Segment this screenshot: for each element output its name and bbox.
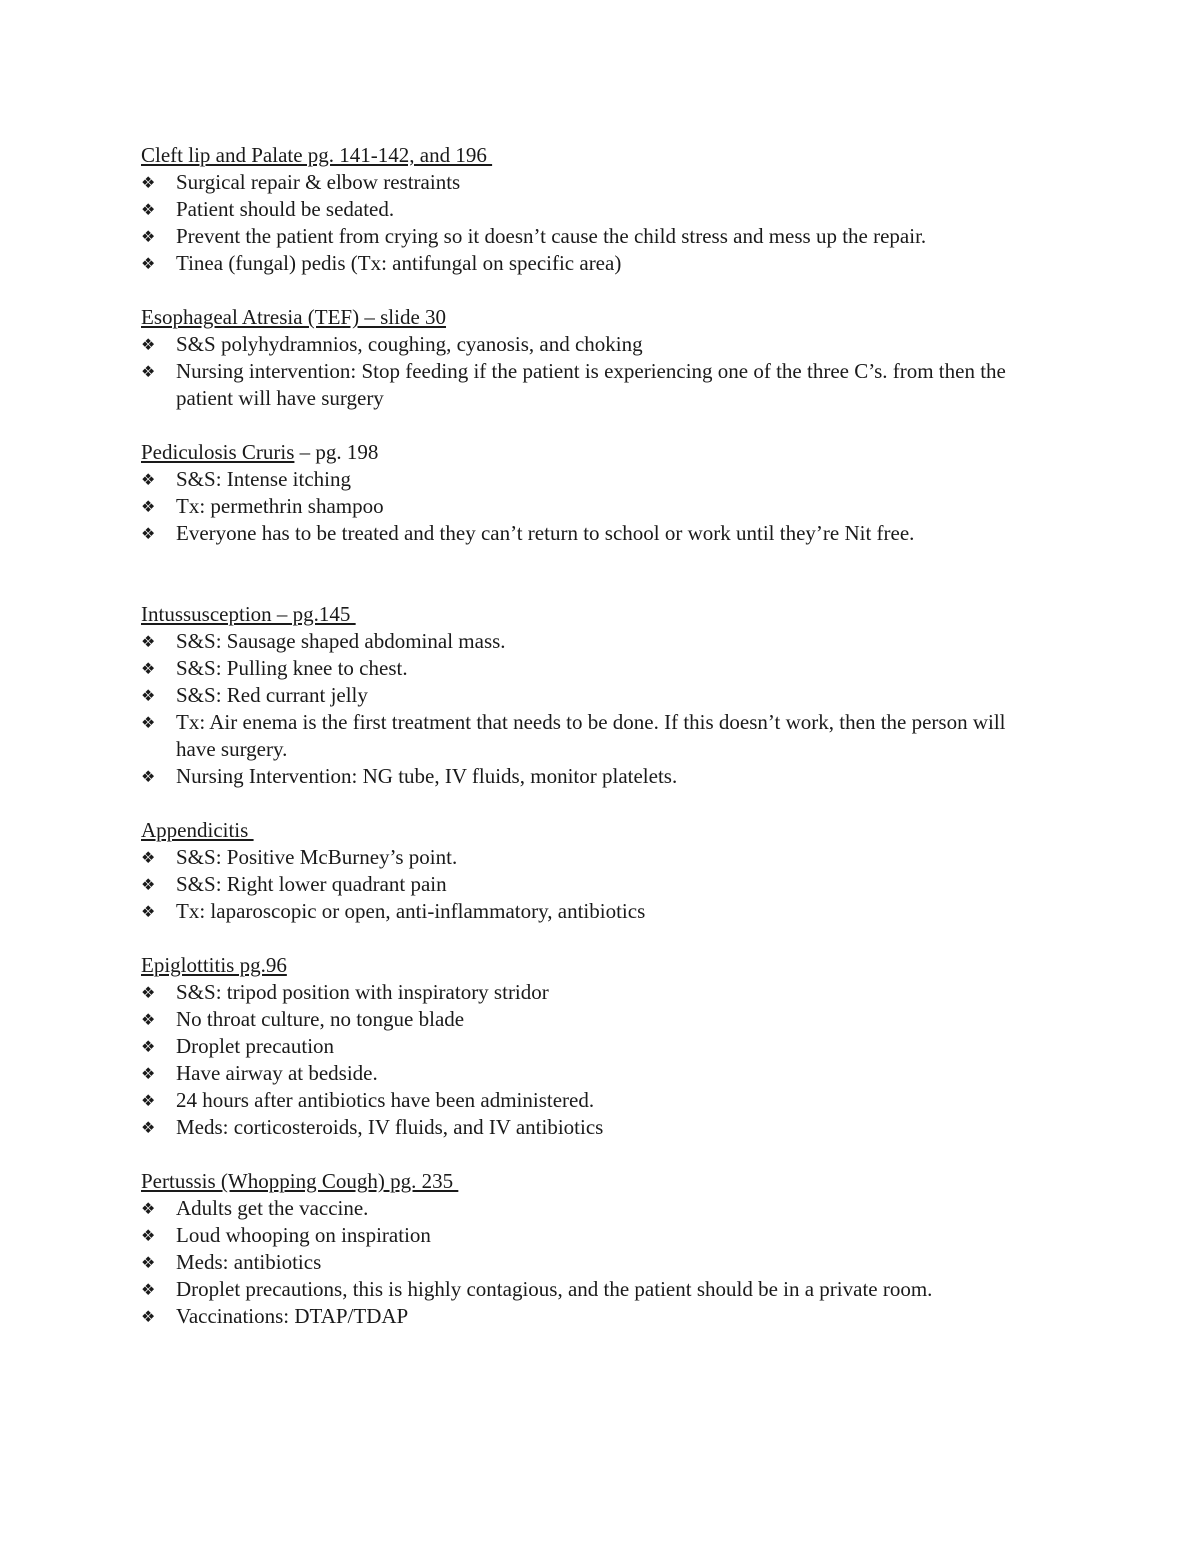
bullet-icon: ❖ [141, 1010, 156, 1029]
bullet-list [141, 169, 1041, 277]
bullet-icon: ❖ [141, 254, 156, 273]
list-item [141, 358, 1041, 412]
bullet-list [141, 1195, 1041, 1330]
list-item-text: Loud whooping on inspiration [176, 1223, 431, 1247]
list-item [141, 250, 1041, 277]
list-item [141, 682, 1041, 709]
section-heading [141, 601, 1041, 628]
list-item [141, 1087, 1041, 1114]
list-item-text: S&S: tripod position with inspiratory stridor [176, 980, 549, 1004]
bullet-icon: ❖ [141, 713, 156, 732]
list-item-text: Tx: permethrin shampoo [176, 494, 384, 518]
list-item [141, 763, 1041, 790]
section-spacer [141, 547, 1041, 601]
bullet-icon: ❖ [141, 335, 156, 354]
list-item [141, 1060, 1041, 1087]
bullet-icon: ❖ [141, 173, 156, 192]
bullet-icon: ❖ [141, 1226, 156, 1245]
section-spacer [141, 277, 1041, 304]
list-item [141, 466, 1041, 493]
list-item [141, 493, 1041, 520]
bullet-icon: ❖ [141, 1118, 156, 1137]
list-item [141, 520, 1041, 547]
list-item-text: Droplet precaution [176, 1034, 335, 1058]
section-heading-text: Pertussis (Whopping Cough) pg. 235 [141, 1169, 459, 1193]
list-item-text: Adults get the vaccine. [176, 1196, 369, 1220]
bullet-icon: ❖ [141, 470, 156, 489]
section-appendicitis [141, 817, 1041, 925]
bullet-icon: ❖ [141, 524, 156, 543]
list-item [141, 1276, 1041, 1303]
list-item-text: Vaccinations: DTAP/TDAP [176, 1304, 409, 1328]
list-item-text: S&S polyhydramnios, coughing, cyanosis, and choking [176, 332, 643, 356]
list-item [141, 1195, 1041, 1222]
list-item [141, 196, 1041, 223]
list-item-text: 24 hours after antibiotics have been administered. [176, 1088, 595, 1112]
section-pertussis [141, 1168, 1041, 1330]
bullet-icon: ❖ [141, 632, 156, 651]
section-heading [141, 1168, 1041, 1195]
bullet-icon: ❖ [141, 767, 156, 786]
section-heading-text: Epiglottitis pg.96 [141, 953, 287, 977]
section-heading [141, 304, 1041, 331]
section-heading-text: Cleft lip and Palate pg. 141-142, and 196 [141, 143, 493, 167]
bullet-icon: ❖ [141, 848, 156, 867]
section-heading [141, 439, 1041, 466]
list-item [141, 169, 1041, 196]
bullet-icon: ❖ [141, 1280, 156, 1299]
list-item-text: Nursing Intervention: NG tube, IV fluids, monitor platelets. [176, 764, 678, 788]
section-esophageal-atresia [141, 304, 1041, 412]
list-item-text: Tinea (fungal) pedis (Tx: antifungal on specific area) [176, 251, 622, 275]
list-item-text: Everyone has to be treated and they can’t return to school or work until they’re Nit free. [176, 521, 915, 545]
list-item-text: S&S: Intense itching [176, 467, 351, 491]
section-intussusception [141, 601, 1041, 790]
section-heading-text: Intussusception – pg.145 [141, 602, 356, 626]
list-item-text: Have airway at bedside. [176, 1061, 378, 1085]
list-item-text: Patient should be sedated. [176, 197, 395, 221]
bullet-icon: ❖ [141, 1091, 156, 1110]
bullet-icon: ❖ [141, 875, 156, 894]
bullet-icon: ❖ [141, 659, 156, 678]
section-heading-suffix: – pg. 198 [294, 440, 379, 464]
bullet-icon: ❖ [141, 497, 156, 516]
section-epiglottitis [141, 952, 1041, 1141]
list-item-text: Tx: Air enema is the first treatment that needs to be done. If this doesn’t work, then the person will have surgery. [176, 710, 1006, 761]
section-heading-text: Esophageal Atresia (TEF) – slide 30 [141, 305, 447, 329]
section-heading-text: Pediculosis Cruris [141, 440, 295, 464]
list-item [141, 655, 1041, 682]
section-spacer [141, 925, 1041, 952]
list-item-text: Nursing intervention: Stop feeding if the patient is experiencing one of the three C’s. from then the patient will have surgery [176, 359, 1006, 410]
bullet-icon: ❖ [141, 983, 156, 1002]
section-heading [141, 817, 1041, 844]
list-item-text: Meds: antibiotics [176, 1250, 322, 1274]
list-item [141, 1033, 1041, 1060]
list-item-text: S&S: Sausage shaped abdominal mass. [176, 629, 506, 653]
bullet-list [141, 331, 1041, 412]
bullet-icon: ❖ [141, 1307, 156, 1326]
list-item [141, 1222, 1041, 1249]
section-heading [141, 142, 1041, 169]
list-item [141, 223, 1041, 250]
bullet-list [141, 844, 1041, 925]
list-item-text: S&S: Positive McBurney’s point. [176, 845, 458, 869]
section-spacer [141, 1141, 1041, 1168]
list-item-text: Tx: laparoscopic or open, anti-inflammatory, antibiotics [176, 899, 646, 923]
list-item-text: Droplet precautions, this is highly contagious, and the patient should be in a private room. [176, 1277, 933, 1301]
list-item [141, 898, 1041, 925]
section-pediculosis-cruris [141, 439, 1041, 547]
section-cleft-lip-palate [141, 142, 1041, 277]
list-item [141, 709, 1041, 763]
list-item-text: Prevent the patient from crying so it doesn’t cause the child stress and mess up the repair. [176, 224, 927, 248]
bullet-icon: ❖ [141, 1253, 156, 1272]
list-item-text: S&S: Red currant jelly [176, 683, 368, 707]
bullet-icon: ❖ [141, 1037, 156, 1056]
list-item-text: Surgical repair & elbow restraints [176, 170, 461, 194]
list-item [141, 1114, 1041, 1141]
section-heading-text: Appendicitis [141, 818, 254, 842]
list-item [141, 871, 1041, 898]
section-spacer [141, 412, 1041, 439]
list-item-text: Meds: corticosteroids, IV fluids, and IV antibiotics [176, 1115, 604, 1139]
bullet-icon: ❖ [141, 902, 156, 921]
document-page [141, 142, 1041, 1330]
bullet-list [141, 979, 1041, 1141]
list-item [141, 1303, 1041, 1330]
list-item-text: S&S: Right lower quadrant pain [176, 872, 447, 896]
list-item [141, 844, 1041, 871]
list-item [141, 1249, 1041, 1276]
bullet-icon: ❖ [141, 227, 156, 246]
bullet-icon: ❖ [141, 1199, 156, 1218]
bullet-list [141, 466, 1041, 547]
list-item [141, 979, 1041, 1006]
section-heading [141, 952, 1041, 979]
section-spacer [141, 790, 1041, 817]
list-item-text: No throat culture, no tongue blade [176, 1007, 465, 1031]
bullet-list [141, 628, 1041, 790]
bullet-icon: ❖ [141, 200, 156, 219]
bullet-icon: ❖ [141, 362, 156, 381]
bullet-icon: ❖ [141, 1064, 156, 1083]
bullet-icon: ❖ [141, 686, 156, 705]
list-item [141, 1006, 1041, 1033]
list-item-text: S&S: Pulling knee to chest. [176, 656, 408, 680]
list-item [141, 628, 1041, 655]
list-item [141, 331, 1041, 358]
